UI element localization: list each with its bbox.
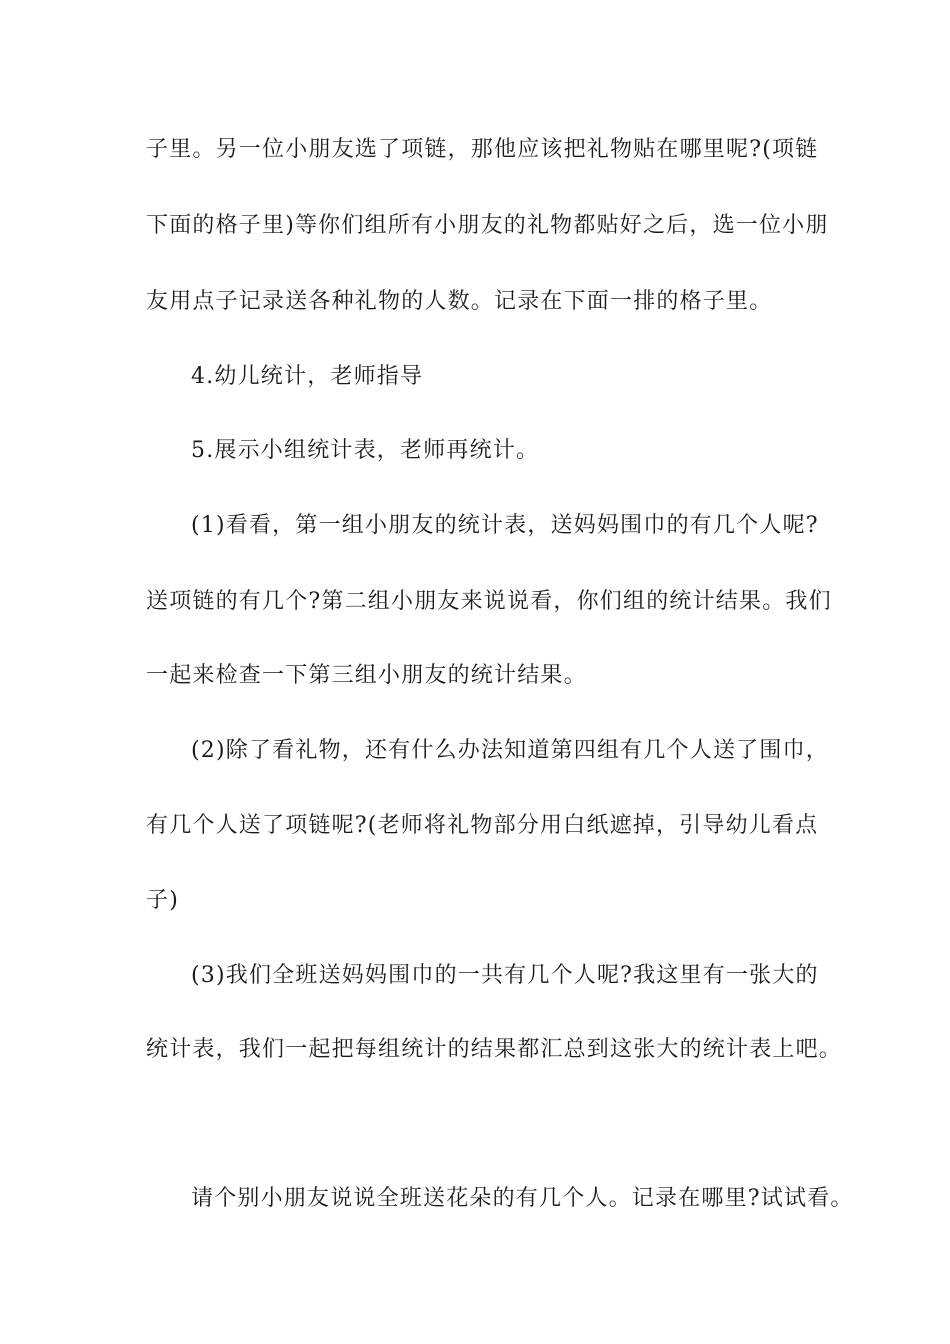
paragraph-line: 统计表，我们一起把每组统计的结果都汇总到这张大的统计表上吧。 bbox=[146, 1037, 843, 1062]
paragraph-line: 友用点子记录送各种礼物的人数。记录在下面一排的格子里。 bbox=[146, 289, 773, 314]
paragraph-line: 一起来检查一下第三组小朋友的统计结果。 bbox=[146, 663, 587, 688]
paragraph-line: 子里。另一位小朋友选了项链，那他应该把礼物贴在哪里呢?(项链 bbox=[146, 137, 819, 162]
paragraph-line: (3)我们全班送妈妈围巾的一共有几个人呢?我这里有一张大的 bbox=[191, 963, 819, 988]
paragraph-line: 送项链的有几个?第二组小朋友来说说看，你们组的统计结果。我们 bbox=[146, 589, 832, 614]
paragraph-line: 下面的格子里)等你们组所有小朋友的礼物都贴好之后，选一位小朋 bbox=[146, 213, 829, 238]
step-heading-5: 5.展示小组统计表，老师再统计。 bbox=[191, 438, 540, 463]
paragraph-line: 子) bbox=[146, 888, 179, 913]
paragraph-line: (1)看看，第一组小朋友的统计表，送妈妈围巾的有几个人呢? bbox=[191, 513, 819, 538]
paragraph-line: (2)除了看礼物，还有什么办法知道第四组有几个人送了围巾， bbox=[191, 738, 829, 763]
step-heading-4: 4.幼儿统计，老师指导 bbox=[191, 364, 424, 389]
paragraph-line: 有几个人送了项链呢?(老师将礼物部分用白纸遮掉，引导幼儿看点 bbox=[146, 813, 819, 838]
paragraph-line: 请个别小朋友说说全班送花朵的有几个人。记录在哪里?试试看。 bbox=[191, 1186, 854, 1211]
